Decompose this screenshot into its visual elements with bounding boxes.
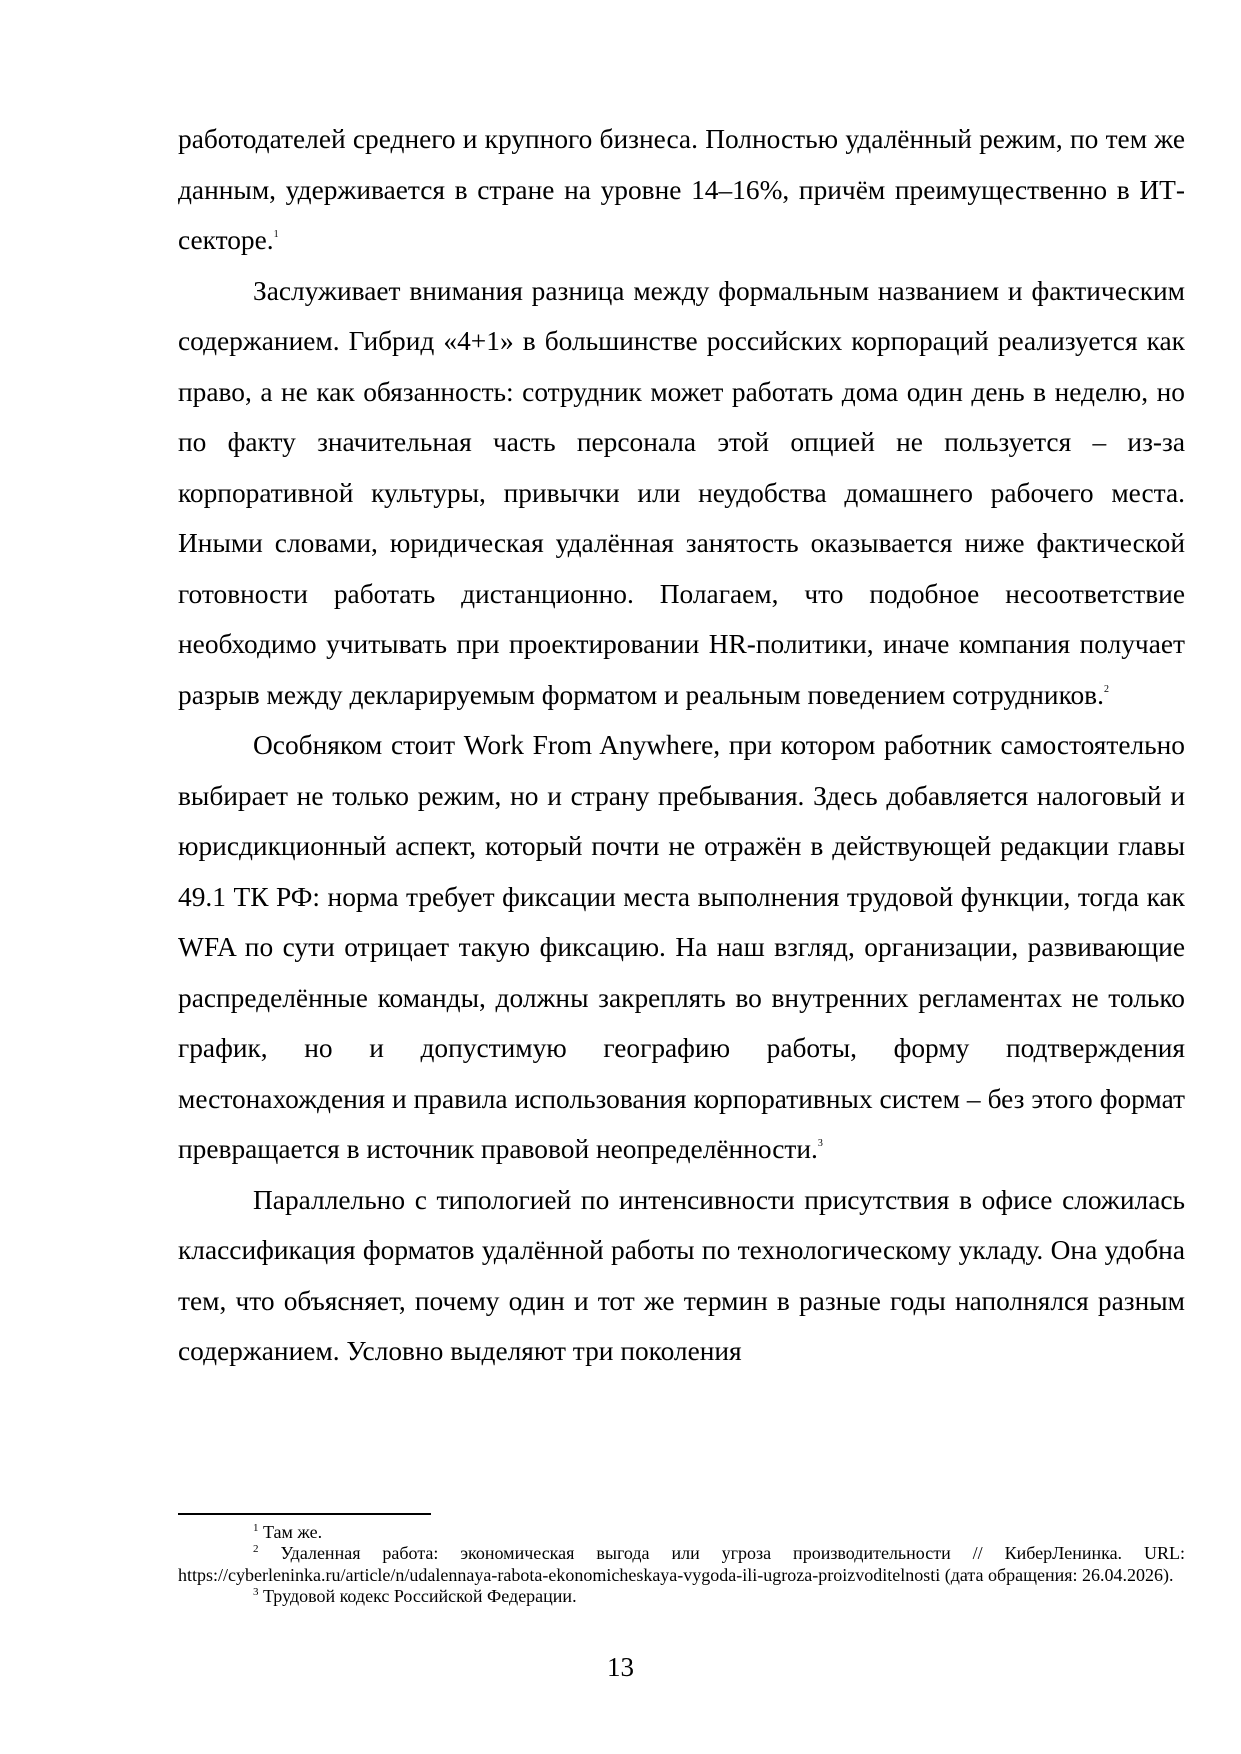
- footnote-3: [178, 1586, 1185, 1607]
- footnote-2: [178, 1543, 1185, 1586]
- paragraph-1-text: работодателей среднего и крупного бизнеса. Полностью удалённый режим, по тем же данным, удерживается в стране на уровне 14–16%, причём преимущественно в ИТ-секторе.: [178, 124, 1185, 255]
- page-number: 13: [607, 1652, 634, 1682]
- footnote-1-text: Там же.: [263, 1522, 323, 1542]
- footnote-ref-2[interactable]: 2: [1103, 683, 1109, 695]
- paragraph-2-text: Заслуживает внимания разница между формальным названием и фактическим содержанием. Гибрид «4+1» в большинстве российских корпораций реализуется как право, а не как обязанность: сотрудник может работать дома один день в неделю, но по факту значительная часть персонала этой опцией не пользуется – из-за корпоративной культуры, привычки или неудобства домашнего рабочего места. Иными словами, юридическая удалённая занятость оказывается ниже фактической готовности работать дистанционно. Полагаем, что подобное несоответствие необходимо учитывать при проектировании HR-политики, иначе компания получает разрыв между декларируемым форматом и реальным поведением сотрудников.: [178, 275, 1185, 710]
- paragraph-3-text: Особняком стоит Work From Anywhere, при котором работник самостоятельно выбирает не только режим, но и страну пребывания. Здесь добавляется налоговый и юрисдикционный аспект, который почти не отражён в действующей редакции главы 49.1 ТК РФ: норма требует фиксации места выполнения трудовой функции, тогда как WFA по сути отрицает такую фиксацию. На наш взгляд, организации, развивающие распределённые команды, должны закреплять во внутренних регламентах не только график, но и допустимую географию работы, форму подтверждения местонахождения и правила использования корпоративных систем – без этого формат превращается в источник правовой неопределённости.: [178, 730, 1185, 1164]
- footnote-3-text: Трудовой кодекс Российской Федерации.: [263, 1585, 577, 1606]
- footnotes: [178, 1522, 1185, 1607]
- paragraph-4: [178, 1175, 1185, 1377]
- body-text: [178, 114, 1185, 1377]
- footnote-ref-3[interactable]: 3: [817, 1138, 823, 1149]
- paragraph-2: [178, 266, 1185, 721]
- footnote-2-text[interactable]: Удаленная работа: экономическая выгода или угроза производительности // КиберЛенинка. URL: https://cyberleninka.ru/article/n/udalennaya-rabota-ekonomicheskaya-vygoda-ili-ugroza-proizvoditelnosti (дата обращения: 26.04.2026).: [178, 1543, 1185, 1585]
- footnote-1-number: 1: [253, 1522, 259, 1534]
- paragraph-1: [178, 114, 1185, 266]
- footnote-separator: [178, 1513, 431, 1515]
- footnote-1: [178, 1522, 1185, 1543]
- footnote-2-number: 2: [253, 1543, 259, 1556]
- footnote-3-number: 3: [253, 1585, 259, 1598]
- paragraph-4-text: Параллельно с типологией по интенсивности присутствия в офисе сложилась классификация форматов удалённой работы по технологическому укладу. Она удобна тем, что объясняет, почему один и тот же термин в разные годы наполнялся разным содержанием. Условно выделяют три поколения: [178, 1184, 1185, 1366]
- footnote-ref-1[interactable]: 1: [273, 229, 279, 240]
- paragraph-3: [178, 720, 1185, 1175]
